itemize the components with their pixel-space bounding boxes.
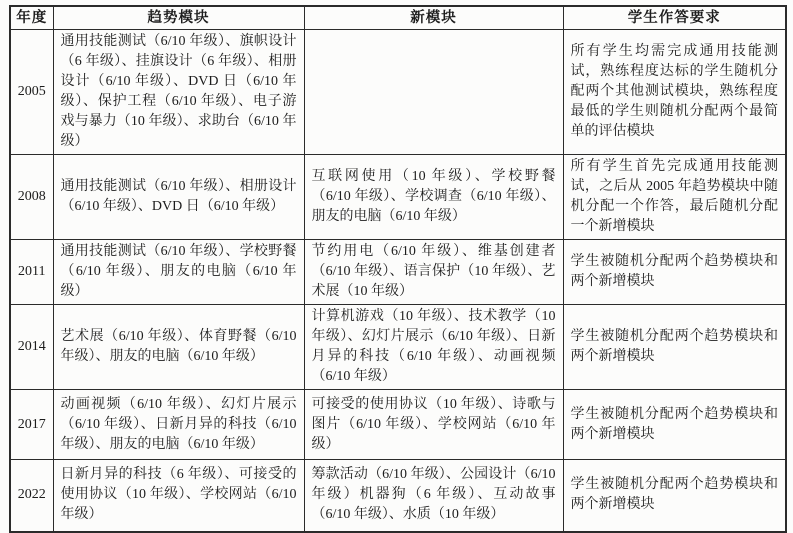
new-modules-cell: 互联网使用（10 年级）、学校野餐（6/10 年级）、学校调查（6/10 年级）、朋友的电脑（6/10 年级） xyxy=(304,155,563,240)
requirement-cell: 学生被随机分配两个趋势模块和两个新增模块 xyxy=(563,460,786,532)
new-modules-cell: 筹款活动（6/10 年级）、公园设计（6/10 年级）机器狗（6 年级）、互动故事（6/10 年级）、水质（10 年级） xyxy=(304,460,563,532)
table-row xyxy=(10,30,786,155)
trend-modules-cell: 日新月异的科技（6 年级）、可接受的使用协议（10 年级）、学校网站（6/10 年级） xyxy=(53,460,304,532)
trend-modules-cell: 动画视频（6/10 年级）、幻灯片展示（6/10 年级）、日新月异的科技（6/10 年级）、朋友的电脑（6/10 年级） xyxy=(53,390,304,460)
requirement-cell: 所有学生均需完成通用技能测试，熟练程度达标的学生随机分配两个其他测试模块，熟练程度最低的学生则随机分配两个最简单的评估模块 xyxy=(563,30,786,155)
new-modules-cell xyxy=(304,30,563,155)
table-row xyxy=(10,305,786,390)
col-header-trend-modules: 趋势模块 xyxy=(53,6,304,30)
table-row xyxy=(10,390,786,460)
col-header-requirement: 学生作答要求 xyxy=(563,6,786,30)
modules-table xyxy=(9,5,787,533)
year-cell: 2011 xyxy=(10,240,53,305)
trend-modules-cell: 通用技能测试（6/10 年级）、旗帜设计（6 年级）、挂旗设计（6 年级）、相册设计（6/10 年级）、DVD 日（6/10 年级）、保护工程（6/10 年级）、电子游戏与暴力（10 年级）、求助台（6/10 年级） xyxy=(53,30,304,155)
table-row xyxy=(10,240,786,305)
trend-modules-cell: 通用技能测试（6/10 年级）、学校野餐（6/10 年级）、朋友的电脑（6/10 年级） xyxy=(53,240,304,305)
requirement-cell: 学生被随机分配两个趋势模块和两个新增模块 xyxy=(563,305,786,390)
year-cell: 2014 xyxy=(10,305,53,390)
header-row xyxy=(10,6,786,30)
new-modules-cell: 节约用电（6/10 年级）、维基创建者（6/10 年级）、语言保护（10 年级）、艺术展（10 年级） xyxy=(304,240,563,305)
year-cell: 2005 xyxy=(10,30,53,155)
col-header-year: 年度 xyxy=(10,6,53,30)
trend-modules-cell: 艺术展（6/10 年级）、体育野餐（6/10 年级）、朋友的电脑（6/10 年级） xyxy=(53,305,304,390)
year-cell: 2008 xyxy=(10,155,53,240)
new-modules-cell: 可接受的使用协议（10 年级）、诗歌与图片（6/10 年级）、学校网站（6/10 年级） xyxy=(304,390,563,460)
requirement-cell: 所有学生首先完成通用技能测试，之后从 2005 年趋势模块中随机分配一个作答，最后随机分配一个新增模块 xyxy=(563,155,786,240)
requirement-cell: 学生被随机分配两个趋势模块和两个新增模块 xyxy=(563,240,786,305)
new-modules-cell: 计算机游戏（10 年级）、技术教学（10 年级）、幻灯片展示（6/10 年级）、日新月异的科技（6/10 年级）、动画视频（6/10 年级） xyxy=(304,305,563,390)
trend-modules-cell: 通用技能测试（6/10 年级）、相册设计（6/10 年级）、DVD 日（6/10 年级） xyxy=(53,155,304,240)
table-row xyxy=(10,460,786,532)
year-cell: 2017 xyxy=(10,390,53,460)
year-cell: 2022 xyxy=(10,460,53,532)
col-header-new-modules: 新模块 xyxy=(304,6,563,30)
table-row xyxy=(10,155,786,240)
requirement-cell: 学生被随机分配两个趋势模块和两个新增模块 xyxy=(563,390,786,460)
